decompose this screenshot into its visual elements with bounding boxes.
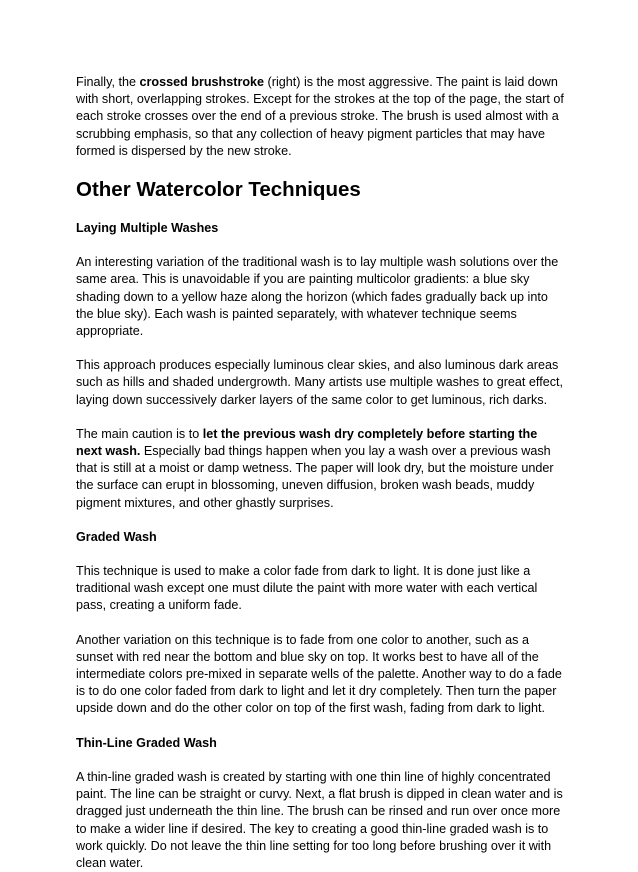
multiple-washes-paragraph-3: The main caution is to let the previous wash dry completely before starting the next wash. Especially bad things happen when you lay a wash over a previous wash that is still at a moist or damp wetness. The paper will look dry, but the moisture under the surface can erupt in blossoming, uneven diffusion, broken wash beads, muddy pigment mixtures, and other ghastly surprises. [76, 426, 554, 510]
heading-multiple-washes: Laying Multiple Washes [76, 221, 219, 236]
heading-graded-wash: Graded Wash [76, 529, 157, 544]
caution-bold-text: let the previous wash dry completely before starting the next wash. [76, 426, 538, 459]
intro-paragraph: Finally, the crossed brushstroke (right) is the most aggressive. The paint is laid down with short, overlapping strokes. Except for the strokes at the top of the page, the start of each stroke crosses over the end of a previous stroke. The brush is used almost with a scrubbing emphasis, so that any collection of heavy pigment particles that may have formed is dispersed by the new stroke. [76, 75, 564, 158]
intro-bold-term: crossed brushstroke [139, 75, 265, 89]
heading-thin-line-graded-wash: Thin-Line Graded Wash [76, 735, 217, 750]
multiple-washes-paragraph-2: This approach produces especially luminous clear skies, and also luminous dark areas such as hills and shaded undergrowth. Many artists use multiple washes to great effect, laying down successively darker layers of the same color to get luminous, rich darks. [76, 358, 563, 407]
document-page [76, 74, 566, 872]
graded-wash-paragraph-2: Another variation on this technique is to fade from one color to another, such as a sunset with red near the bottom and blue sky on top. It works best to have all of the intermediate colors pre-mixed in separate wells of the palette. Another way to do a fade is to do one color faded from dark to light and let it dry completely. Then turn the paper upside down and do the other color on top of the first wash, fading from dark to light. [76, 632, 562, 716]
graded-wash-paragraph-1: This technique is used to make a color fade from dark to light. It is done just like a traditional wash except one must dilute the paint with more water with each vertical pass, creating a uniform fade. [76, 564, 538, 613]
section-title: Other Watercolor Techniques [76, 178, 361, 202]
thin-line-paragraph-1: A thin-line graded wash is created by starting with one thin line of highly concentrated paint. The line can be straight or curvy. Next, a flat brush is dipped in clean water and is dragged just underneath the thin line. The brush can be rinsed and run over once more to make a wider line if desired. The key to creating a good thin-line graded wash is to work quickly. Do not leave the thin line setting for too long before brushing over it with clean water. [76, 769, 563, 870]
multiple-washes-paragraph-1: An interesting variation of the traditional wash is to lay multiple wash solutions over the same area. This is unavoidable if you are painting multicolor gradients: a blue sky shading down to a yellow haze along the horizon (which fades gradually back up into the blue sky). Each wash is painted separately, with whatever technique seems appropriate. [76, 255, 559, 339]
